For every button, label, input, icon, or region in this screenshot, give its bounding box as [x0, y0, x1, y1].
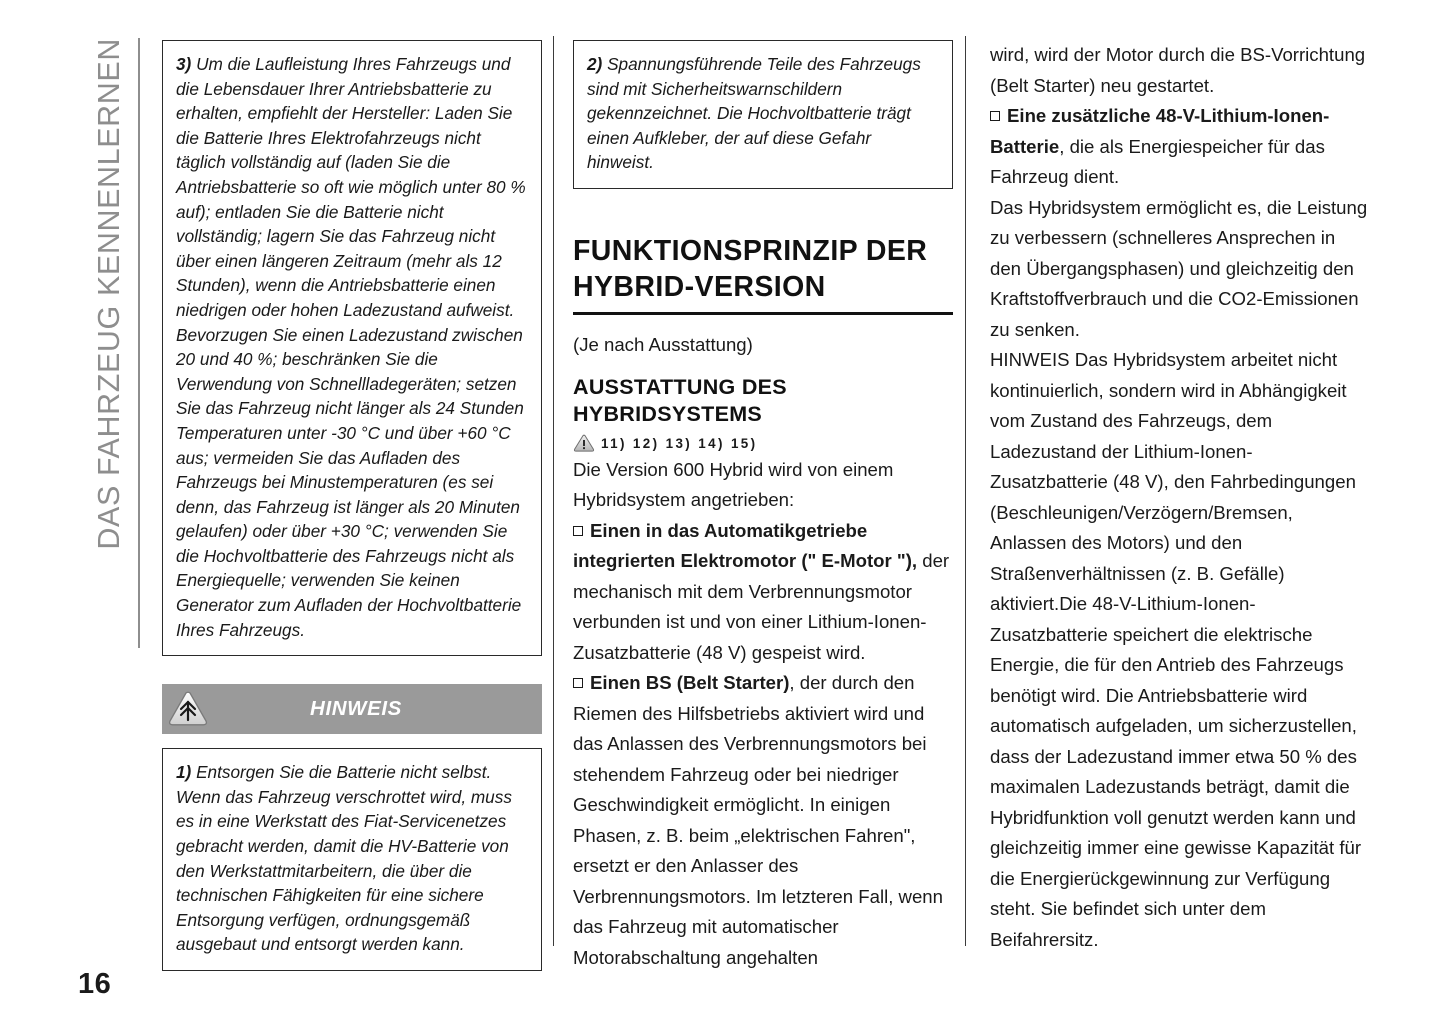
- column-1: [162, 40, 542, 971]
- bullet-item-belt-starter: [573, 668, 953, 973]
- column-divider-1: [553, 36, 554, 946]
- note-2-marker: 2): [587, 54, 603, 74]
- chapter-tab-label: DAS FAHRZEUG KENNENLERNEN: [91, 38, 126, 550]
- note-2-paragraph: [587, 52, 939, 175]
- note-1-text: Entsorgen Sie die Batterie nicht selbst. Wenn das Fahrzeug verschrottet wird, muss es in eine Werkstatt des Fiat-Servicenetzes gebracht werden, damit die HV-Batterie von den Werkstattmitarbeitern, die über die technischen Fähigkeiten für eine sichere Entsorgung verfügen, ordnungsgemäß ausgebaut und entsorgt werden kann.: [176, 762, 512, 955]
- section-heading: FUNKTIONSPRINZIP DER HYBRID-VERSION: [573, 234, 928, 303]
- hybrid-benefits-paragraph: Das Hybridsystem ermöglicht es, die Leistung zu verbessern (schnelleres Ansprechen in den Übergangsphasen) und gleichzeitig den Kraftstoffverbrauch und die CO2-Emissionen zu senken.: [990, 196, 1368, 340]
- warning-triangle-icon: [573, 434, 595, 453]
- hinweis-banner: [162, 684, 542, 734]
- square-bullet-icon: [990, 111, 1000, 121]
- subsection-heading: AUSSTATTUNG DES HYBRIDSYSTEMS: [573, 374, 787, 426]
- section-heading-rule: [573, 312, 953, 315]
- intro-paragraph: Die Version 600 Hybrid wird von einem Hybridsystem angetrieben:: [573, 458, 894, 511]
- bullet-belt-starter-rest: , der durch den Riemen des Hilfsbetriebs aktiviert wird und das Anlassen des Verbrennungsmotors bei stehendem Fahrzeug oder bei niedriger Geschwindigkeit ermöglicht. In einigen Phasen, z. B. beim „elektrischen Fahren", ersetzt er den Anlasser des Verbrennungsmotors. Im letzteren Fall, wenn das Fahrzeug mit automatischer Motorabschaltung angehalten: [573, 672, 943, 968]
- hinweis-label: HINWEIS: [310, 697, 402, 721]
- chapter-tab: [78, 38, 140, 648]
- bullet-belt-starter-bold: Einen BS (Belt Starter): [590, 672, 790, 694]
- continuation-paragraph: wird, wird der Motor durch die BS-Vorrichtung (Belt Starter) neu gestartet.: [990, 44, 1366, 96]
- bullet-emotor-bold: Einen in das Automatikgetriebe integrierten Elektromotor (" E-Motor "),: [573, 519, 918, 572]
- note-box-3: [162, 40, 542, 656]
- footnote-reference-row: [573, 434, 953, 453]
- square-bullet-icon: [573, 678, 583, 688]
- note-box-2: [573, 40, 953, 189]
- chapter-tab-rule: [138, 38, 140, 648]
- column-3: [990, 40, 1370, 955]
- note-1-paragraph: [176, 760, 528, 957]
- bullet-48v-rest: , die als Energiespeicher für das Fahrzeug dient.: [990, 135, 1325, 187]
- column-divider-2: [965, 36, 966, 946]
- note-2-text: Spannungsführende Teile des Fahrzeugs sind mit Sicherheitswarnschildern gekennzeichnet. Die Hochvoltbatterie trägt einen Aufkleber, der auf diese Gefahr hinweist.: [587, 54, 921, 173]
- section-subtitle: (Je nach Ausstattung): [573, 333, 753, 355]
- note-box-1: [162, 748, 542, 971]
- hybrid-operation-paragraph: HINWEIS Das Hybridsystem arbeitet nicht kontinuierlich, sondern wird in Abhängigkeit vom Zustand des Fahrzeugs, dem Ladezustand der Lithium-Ionen-Zusatzbatterie (48 V), den Fahrbedingungen (Beschleunigen/Verzögern/Bremsen, Anlassen des Motors) und den Straßenverhältnissen (z. B. Gefälle) aktiviert.Die 48-V-Lithium-Ionen-Zusatzbatterie speichert die elektrische Energie, die für den Antrieb des Fahrzeugs benötigt wird. Die Antriebsbatterie wird automatisch aufgeladen, um sicherzustellen, dass der Ladezustand immer etwa 50 % des maximalen Ladezustands beträgt, damit die Hybridfunktion voll genutzt werden kann und gleichzeitig immer eine gewisse Kapazität für die Energierückgewinnung zur Verfügung steht. Sie befindet sich unter dem Beifahrersitz.: [990, 349, 1362, 950]
- bullet-item-48v-battery: [990, 101, 1370, 193]
- page-number: 16: [78, 968, 112, 1000]
- square-bullet-icon: [573, 526, 583, 536]
- recycle-triangle-icon: [166, 689, 210, 729]
- bullet-item-emotor: [573, 516, 953, 669]
- note-1-marker: 1): [176, 762, 192, 783]
- section-heading-block: [573, 233, 953, 315]
- note-3-marker: 3): [176, 54, 192, 74]
- footnote-references: 11) 12) 13) 14) 15): [601, 435, 758, 451]
- bullet-emotor-rest: der mechanisch mit dem Verbrennungsmotor verbunden ist und von einer Lithium-Ionen-Zusatzbatterie (48 V) gespeist wird.: [573, 550, 950, 663]
- bullet-48v-bold: Eine zusätzliche 48-V-Lithium-Ionen-Batterie: [990, 105, 1330, 157]
- column-2: [573, 40, 953, 973]
- note-3-paragraph: [176, 52, 528, 642]
- note-3-text: Um die Laufleistung Ihres Fahrzeugs und die Lebensdauer Ihrer Antriebsbatterie zu erhalten, empfiehlt der Hersteller: Laden Sie die Batterie Ihres Elektrofahrzeugs nicht täglich vollständig auf (laden Sie die Antriebsbatterie so oft wie möglich unter 80 % auf); entladen Sie die Batterie nicht vollständig; lagern Sie das Fahrzeug nicht über einen längeren Zeitraum (mehr als 12 Stunden), wenn die Antriebsbatterie einen niedrigen oder hohen Ladezustand aufweist. Bevorzugen Sie einen Ladezustand zwischen 20 und 40 %; beschränken Sie die Verwendung von Schnellladegeräten; setzen Sie das Fahrzeug nicht länger als 24 Stunden Temperaturen unter -30 °C und über +60 °C aus; vermeiden Sie das Aufladen des Fahrzeugs bei Minustemperaturen (es sei denn, das Fahrzeug ist länger als 20 Minuten gelaufen) oder über +30 °C; verwenden Sie die Hochvoltbatterie des Fahrzeugs nicht als Energiequelle; verwenden Sie keinen Generator zum Aufladen der Hochvoltbatterie Ihres Fahrzeugs.: [176, 54, 526, 640]
